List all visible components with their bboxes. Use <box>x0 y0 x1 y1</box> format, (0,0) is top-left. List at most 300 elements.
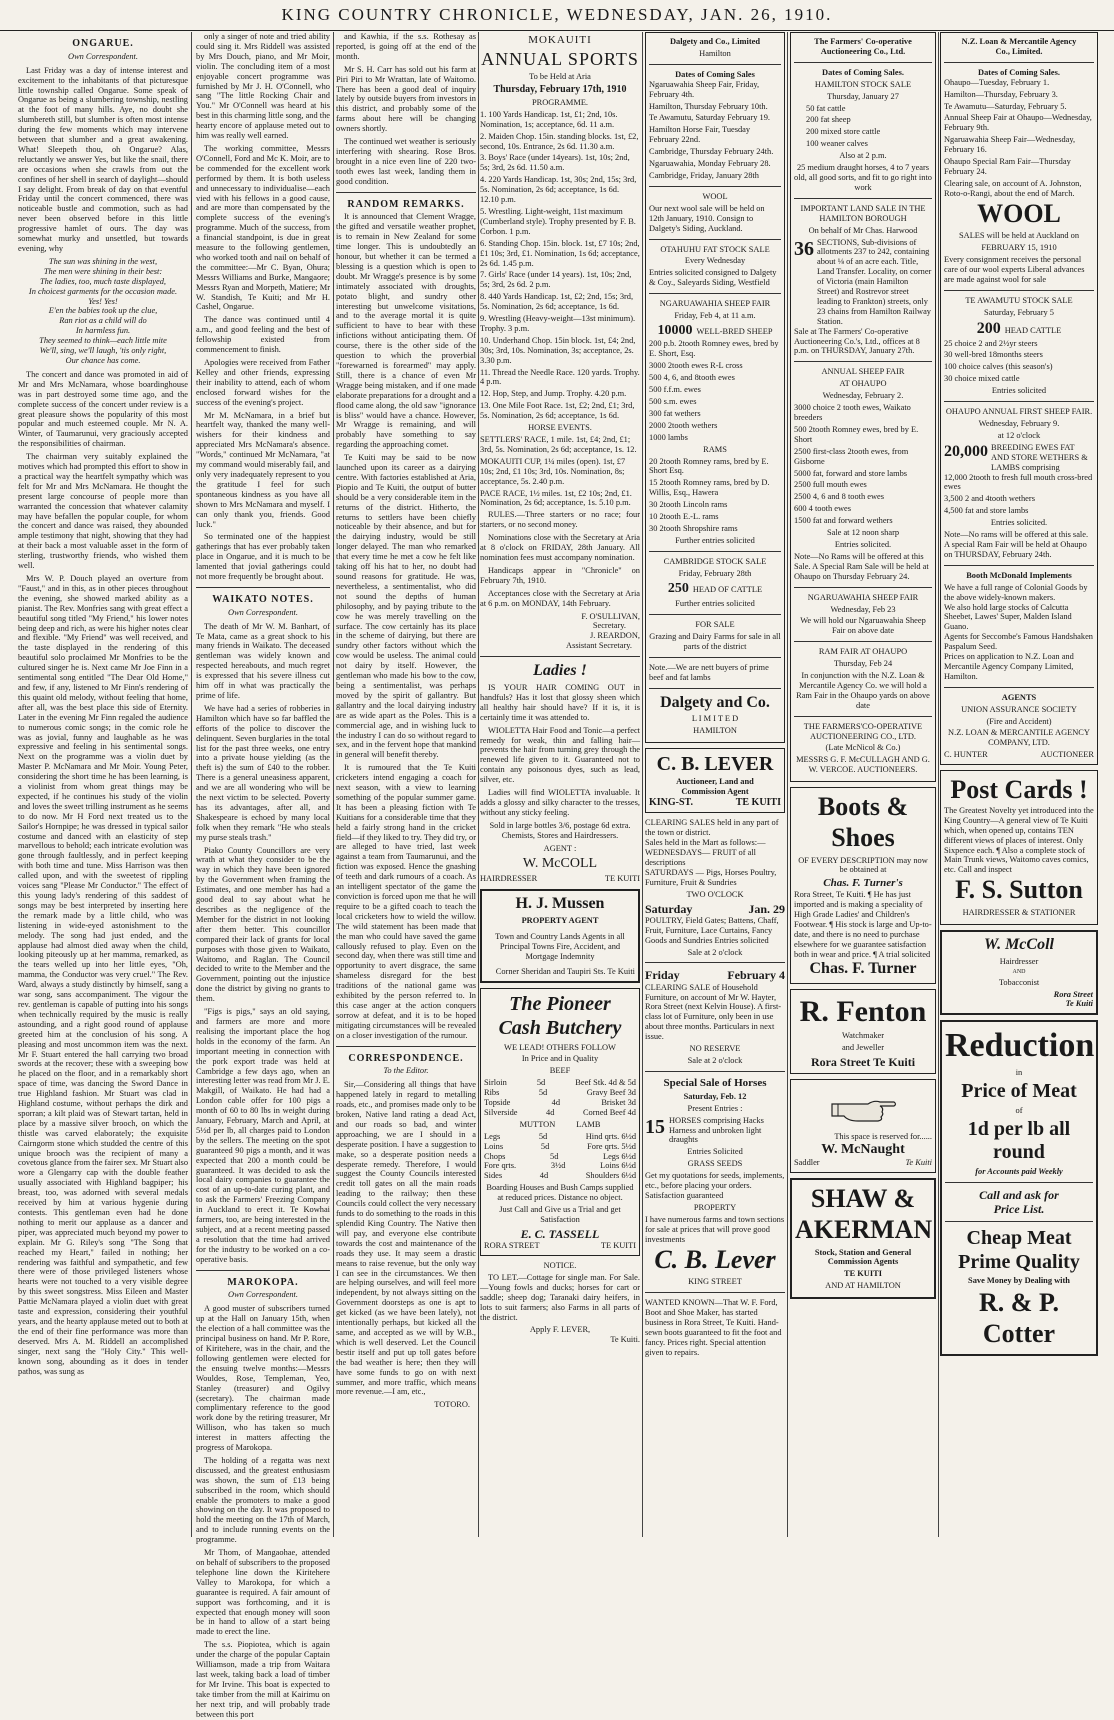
turner-name: Chas. F. Turner's <box>823 877 903 890</box>
forsale-heading: FOR SALE <box>695 620 735 629</box>
ngaru-heading: NGARUAWAHIA SHEEP FAIR <box>659 299 771 309</box>
ram-date: Thursday, Feb 24 <box>833 659 893 669</box>
friday-date: February 4 <box>727 968 785 983</box>
mccoll-name: W. McColl <box>984 935 1054 953</box>
sale-time: Sale at 2 o'clock <box>687 1055 743 1065</box>
article-paragraph: The chairman very suitably explained the motives which had prompted this effort to show in a practical way the heartfelt sympathy which was felt for Mr and Mrs McNamara. He thought the present large concourse of people more than warranted the concession that whatever calamity may have befallen the popular couple, for whom the concert and dance was raised, they abounded ample testimony that night, showing that they had at their back a most valuable asset in the form of sterling, trustworthy friends, who wished them well. <box>18 452 188 571</box>
price-cell: Loins 6½d <box>600 1161 636 1171</box>
entries-solicited: Entries Solicited <box>687 1147 743 1157</box>
fenton-name: R. Fenton <box>799 994 927 1028</box>
divider <box>336 192 476 193</box>
divider <box>944 290 1094 291</box>
divider <box>944 62 1094 63</box>
ladies-heading: Ladies ! <box>533 662 587 680</box>
column-rule <box>191 32 192 1537</box>
stock-item: 3,500 2 and 4tooth wethers <box>944 494 1035 504</box>
divider <box>645 1292 785 1293</box>
entries-solicited: Entries solicited. <box>990 518 1048 528</box>
assistant-secretary-name: J. REARDON, <box>589 631 640 641</box>
wool-heading: WOOL <box>702 191 728 201</box>
agent-label: AGENT : <box>543 843 577 853</box>
mussen-sub: PROPERTY AGENT <box>521 915 599 925</box>
mussen-name: H. J. Mussen <box>515 894 605 912</box>
lever-town: TE KUITI <box>735 796 781 808</box>
saddler-line <box>794 1158 932 1168</box>
price-row <box>484 1132 636 1142</box>
pointing-hand-icon <box>828 1090 898 1126</box>
lever-sub2: Commission Agent <box>681 786 749 796</box>
sale-item: Hamilton—Thursday, February 3. <box>944 89 1058 99</box>
ram-item: 10 2tooth E.-L. rams <box>649 512 719 522</box>
article-paragraph: A good muster of subscribers turned up at the Hall on January 15th, when the election of a hall committee was the principal business on hand. Mr P. Rore, of Kiritehere, was in the chair, and the following gentlemen were elected for the ensuing twelve months:—Messrs Wouldes, Rose, Templeman, Yeo, Stanley (treasurer) and Ogilvy (secretary). The chairman made complimentary reference to the good work done by the retiring treasurer, Mr Willison, who has taken so much interest in matters affecting the progress of Marokopa. <box>196 1304 330 1453</box>
shaw-town2: AND AT HAMILTON <box>825 1281 901 1291</box>
divider <box>944 687 1094 688</box>
sale-item: Cambridge, Friday, January 28th <box>649 170 759 180</box>
fenton-address: Rora Street Te Kuiti <box>810 1054 916 1069</box>
lever-address <box>649 797 781 809</box>
article-paragraph: It is announced that Clement Wragge, the gifted and versatile weather prophet, is to remain in New Zealand for some time longer. This is undoubtedly an honour, but whether it can be termed a blessing is a question which is open to doubt. Mr Wragge's presence is by some intimately associated with droughts, potato blight, and sundry other interesting but unwelcome visitations, and to the average mortal it is quite sufficient to have to bear with these infictions without anticipating them. Of course, there is the other side of the question to which the proverbial "forewarned is forearmed" may apply. Still, there is a chance of even Mr Wragge being mistaken, and if one made elaborate preparations for a drought and a flood came along, the old saw "ignorance is bliss" would have a chance. However, Mr Wragge is remaining, and will probably have something to say regarding the approaching comet. <box>336 212 476 450</box>
farmers-company: THE FARMERS'CO-OPERATIVE AUCTIONEERING CO., LTD. <box>803 721 923 741</box>
messrs-label: MESSRS G. F. McCULLAGH AND G. W. VERCOE. AUCTIONEERS. <box>796 755 930 775</box>
sheep-count: 10000 <box>657 322 693 338</box>
pioneer-text2: Just Call and Give us a Trial and get Satisfaction <box>499 1205 621 1225</box>
article-paragraph: only a singer of note and tried ability could sing it. Mrs Riddell was assisted by Mrs Douch, piano, and Mr Moir, violin. The concluding item of a most enjoyable concert programme was furnished by Mr J. H. O'Connell, who sang "The little Rocking Chair and You." Mr O'Connell was heard at his best in this charming little song, and the hearty encore of applause meted out to him was really well earned. <box>196 32 330 141</box>
of-label: of <box>1015 1105 1023 1115</box>
ohaupo-list <box>944 473 1094 517</box>
farmers-title: The Farmers' Co-operative <box>814 37 912 46</box>
stock-item: 600 4 tooth ewes <box>794 504 851 514</box>
lever-ad <box>645 748 785 813</box>
section-heading: CORRESPONDENCE. <box>348 1052 464 1064</box>
divider <box>645 1071 785 1072</box>
event-item: 2. Maiden Chop. 15in. standing blocks. 1st, £2, second, 10s. Entrance, 2s 6d. 11.30 a.m. <box>480 131 639 151</box>
horses-heading: Special Sale of Horses <box>663 1076 767 1089</box>
price-row <box>484 1152 636 1162</box>
sheep-item: 3000 2tooth ewes R-L cross <box>649 361 743 371</box>
event-item: 7. Girls' Race (under 14 years). 1st, 10s; 2nd, 5s; 3rd, 2s 6d. 2 p.m. <box>480 270 632 290</box>
lever-name-2: C. B. Lever <box>654 1244 776 1274</box>
divider <box>196 587 330 588</box>
article-paragraph: The holding of a regatta was next discussed, and the greatest enthusiasm was shown, the sum of £13 being subscribed in the room, which should enable the promoters to make a good showing on the day. It was proposed to hold the meeting on the 17th of March, and to include running events on the programme. <box>196 1455 330 1545</box>
tea-date: Saturday, February 5 <box>984 307 1054 317</box>
notice-text: TO LET.—Cottage for single man. For Sale.—Young fowls and ducks; horses for cart or saddle; sheep dog; Taranaki dairy heifers, in lots to suit farmers; also Farms in all parts of the district. <box>480 1272 640 1322</box>
column-five <box>645 32 785 1537</box>
grass-heading: GRASS SEEDS <box>687 1159 743 1169</box>
price-row <box>484 1171 636 1181</box>
divider <box>794 587 932 588</box>
event-item: 3. Boys' Race (under 14years). 1st, 10s; 2nd, 5s; 3rd, 2s 6d. 11.50 a.m. <box>480 153 630 173</box>
article-paragraph: The continued wet weather is seriously interfering with shearing. Rose Bros. brought in a nice even line of 220 two-tooth ewes last week, landing them in good condition. <box>336 137 476 186</box>
lever-text2: Sales held in the Mart as follows:— <box>645 838 766 848</box>
byline: Own Correspondent. <box>228 607 298 617</box>
saddler-town: Te Kuiti <box>905 1158 932 1168</box>
section-heading: WAIKATO NOTES. <box>212 593 314 605</box>
price-cell: 5d <box>550 1151 559 1161</box>
programme-heading: PROGRAMME. <box>531 97 589 107</box>
two-oclock: TWO O'CLOCK <box>686 889 744 899</box>
wanted-text: WANTED KNOWN—That W. F. Ford, Boot and Shoe Maker, has started business in Rora Street, Te Kuiti. Hand-sewn boots guaranteed to fit the foot and fancy. Prices right. Special attention given to repairs. <box>645 1298 782 1357</box>
price-cell: 5d <box>540 1141 550 1151</box>
pioneer-text: Boarding Houses and Bush Camps supplied at reduced prices. Distance no object. <box>486 1183 634 1203</box>
secretary-name: F. O'SULLIVAN, <box>581 611 640 621</box>
sale-item: Ngaruawahia, Monday February 28. <box>649 159 771 169</box>
ohaupo-time: at 12 o'clock <box>997 430 1041 440</box>
prime-quality: Prime Quality <box>958 1250 1080 1273</box>
otahuhu-text: Entries solicited consigned to Dalgety & Coy., Saleyards Siding, Westfield <box>649 268 777 288</box>
hunter-line <box>944 750 1094 760</box>
price-cell: 4d <box>539 1171 549 1181</box>
property-text: I have numerous farms and town sections for sale at prices that will prove good investments <box>645 1214 785 1244</box>
sutton-name: F. S. Sutton <box>955 875 1083 905</box>
divider <box>649 186 781 187</box>
divider <box>649 551 781 552</box>
divider <box>649 293 781 294</box>
price-cell: Gravy Beef 3d <box>586 1088 636 1098</box>
cambridge-date: Friday, February 28th <box>678 568 752 578</box>
booth-text2: We also hold large stocks of Calcutta Sheebet, Lawes' Super, Malden Island Guano. <box>944 602 1072 632</box>
call-ask: Call and ask for <box>979 1187 1059 1202</box>
nzloan-ad <box>940 32 1098 765</box>
ohaupo-date: Wednesday, February 9. <box>978 419 1060 429</box>
event-item: 13. One Mile Foot Race. 1st, £2; 2nd, £1; 3rd, 5s. Nomination, 2s 6d; acceptance, 1s 6d. <box>480 401 635 421</box>
price-cell: 4d <box>551 1098 561 1108</box>
forsale-text: Grazing and Dairy Farms for sale in all parts of the district <box>649 631 781 651</box>
divider <box>945 1221 1093 1222</box>
clearing-text: Clearing sale, on account of A. Johnston, Roto-o-Rangi, about the end of March. <box>944 178 1082 198</box>
stock-item: 2500 first-class 2tooth ewes, from Gisborne <box>794 446 909 466</box>
dates-heading: Dates of Coming Sales. <box>822 67 904 77</box>
price-row <box>484 1142 636 1152</box>
stock-item: 500 2tooth Romney ewes, bred by E. Short <box>794 424 919 444</box>
ad-paragraph: IS YOUR HAIR COMING OUT in handfuls? Has it lost that glossy sheen which all healthy hair should have? If it is, it is certainly time it was attended to. <box>480 683 640 722</box>
stock-item: 12,000 2tooth to fresh full mouth cross-bred ewes <box>944 472 1093 492</box>
assistant-secretary-title: Assistant Secretary. <box>566 641 632 651</box>
event-item: 9. Wrestling (Heavy-weight—13st minimum). Trophy. 3 p.m. <box>480 314 636 333</box>
pioneer-tagline2: In Price and in Quality <box>521 1054 599 1064</box>
in-label: in <box>1015 1068 1023 1078</box>
union-sub: (Fire and Accident) <box>986 716 1052 726</box>
letter-paragraph: Sir,—Considering all things that have happened lately in regard to metalling roads, etc., and promises made only to be broken, Native land rating a dead Act, and our roads so bad, and winter approaching, we are I should in a desperate position. I have a suggestion to make, so a desperate position needs a desperate remedy. Therefore, I would suggest the County Councils interested credit toll gates on all the main roads leading to the railway; then these Councils could collect the very necessary funds to do something to the roads in this splendid King Country. The Native then will pay, and everyone else contribute towards the cost and maintenance of the roads they use. It may seem a drastic means to raise revenue, but the only way I can see in the circumstances. We then are helping ourselves, and will feel more independent, by not always sitting on the Government doorsteps as one is apt to get kicked (as we have been lately), not intentionally perhaps, but kicked all the same, and accepted as we will by W.B., which is well deserved. Let the Council bestir itself and put up toll gates before the bad weather is here; then they will have some funds to go on with next summer, and more traffic, which means more revenue.—I am, etc., <box>336 1080 476 1397</box>
ram-item: 15 2tooth Romney rams, bred by D. Willis, Esq., Hawera <box>649 478 770 498</box>
shaw-sub: Stock, Station and General Commission Agents <box>814 1247 912 1267</box>
ad-paragraph: WIOLETTA Hair Food and Tonic—a perfect remedy for weak, thin and falling hair—prevents the hair from turning grey through the renewed life given to it. Guaranteed not to contain any poisonous dyes, such as lead, silver, etc. <box>480 725 640 785</box>
wool-heading: WOOL <box>977 198 1061 228</box>
entries-solicited: Entries solicited <box>991 386 1047 396</box>
notice-town: Te Kuiti. <box>610 1335 640 1345</box>
boots-ad <box>790 787 936 983</box>
article-paragraph: The death of Mr W. M. Banhart, of Te Mata, came as a great shock to his many friends in Waikato. The deceased gentleman was widely known and respected hereabouts, and much regret is expressed that his severe illness cut him off in what was practically the prime of life. <box>196 621 330 700</box>
article-paragraph: The s.s. Piopiotea, which is again under the charge of the popular Captain Williamson, made a trip from Waitara last week, taking back a load of timber for Mr Irvine. This boat is expected to take timber from the mill at Kairimu on her next trip, and will probably trade between this port <box>196 1640 330 1719</box>
saturday-label: Saturday <box>645 901 693 916</box>
akerman-name: AKERMAN <box>795 1214 933 1244</box>
article-paragraph: Mr Thom, of Mangaohae, attended on behalf of subscribers to the proposed telephone line down the Kiritehere Valley to Marokopa, for which a guarantee is required. A fair amount of support was forthcoming, and it is expected that enough money will soon be in hand to allow of a start being made to erect the line. <box>196 1548 330 1637</box>
agent-town: TE KUITI <box>604 874 640 884</box>
mcnaught-ad <box>790 1079 936 1173</box>
article-paragraph: The working committee, Messrs O'Connell, Ford and Mc K. Moir, are to be commended for the excellent work performed by them. It is both useless and unnecessary to individualise—each vied with his fellows in a good cause, and are more than compensated by the complete success of the evening's programme. Much of the success, from a financial standpoint, is due in great measure to the following gentlemen, who worked tooth and nail on behalf of the committee:—Mr C. Byan, Ohura; Messrs Williams and Burke, Mangaore; Messrs Ryan and Morpeth, Matiere; Mr W. Standish, Te Kuiti; and Mr H. Cashel, Ongarue. <box>196 143 330 312</box>
cattle-line <box>649 581 781 598</box>
sheep-label: WELL-BRED SHEEP <box>696 326 773 336</box>
price-row <box>484 1078 636 1088</box>
farmers-title2: Auctioneering Co., Ltd. <box>820 46 906 56</box>
stock-item: 30 well-bred 18months steers <box>944 350 1043 360</box>
auctioneer-label: AUCTIONEER <box>1040 750 1094 760</box>
byline: Own Correspondent. <box>228 1290 298 1300</box>
agent-name: W. McCOLL <box>522 855 598 871</box>
price-row <box>484 1088 636 1098</box>
column-rule <box>938 32 939 1537</box>
divider <box>649 688 781 689</box>
price-cell: 3½d <box>550 1161 566 1171</box>
horse-event-item: MOKAUITI CUP, 1¼ miles (open). 1st, £7 10s; 2nd, £1 10s; 3rd, 10s. Nomination, 8s; acceptance, 5s. 2.40 p.m. <box>480 456 626 486</box>
divider <box>480 656 640 657</box>
limited-label: L I M I T E D <box>691 714 739 724</box>
column-seven <box>940 32 1098 1537</box>
farmers-ad <box>790 32 936 782</box>
column-rule <box>787 32 788 1537</box>
agent-trade: HAIRDRESSER <box>480 874 538 884</box>
fenton-sub: Watchmaker <box>841 1030 885 1040</box>
ngaru-date: Wednesday, Feb 23 <box>830 604 896 614</box>
also-label: Also at 2 p.m. <box>839 151 887 161</box>
sale-item: Te Awamutu—Saturday, February 5. <box>944 101 1067 111</box>
noon-sharp: Sale at 12 noon sharp <box>826 528 900 538</box>
horse-event-item: SETTLERS' RACE, 1 mile. 1st, £4; 2nd, £1; 3rd, 5s. Nomination, 2s 6d; acceptance, 1s. 12. <box>480 435 637 454</box>
note-text: Note—No Rams will be offered at this Sale. A Special Ram Sale will be held at Ohaupo on Thursday February 24. <box>794 551 929 581</box>
price-cell: Hind qrts. 6½d <box>585 1131 636 1141</box>
section-heading: MAROKOPA. <box>227 1276 299 1288</box>
rams-list <box>649 457 781 534</box>
boots-title: Boots & Shoes <box>817 792 909 852</box>
sale-item: Ngaruawahia Sheep Fair, Friday, February 4th. <box>649 79 760 99</box>
divider <box>649 614 781 615</box>
pioneer-tagline: WE LEAD! OTHERS FOLLOW <box>504 1042 616 1052</box>
lever-street: KING-ST. <box>649 796 693 808</box>
event-item: 6. Standing Chop. 15in. block. 1st, £7 10s; 2nd, £1 10s; 3rd, £1. Nomination, 1s 6d; acceptance, 2s 6d. 1.45 p.m. <box>480 238 640 268</box>
fenton-sub2: and Jeweller <box>841 1042 885 1052</box>
article-paragraph: The concert and dance was promoted in aid of Mr and Mrs McNamara, whose boardinghouse was in part destroyed some time ago, and the complete success of the concert under review is a great pleasure shows the popularity of this most popular and much esteemed couple. Mr N. A. Winter, of Taumarunui, very graciously accepted the responsibilities of chairman. <box>18 369 188 449</box>
mussen-text: Town and Country Lands Agents in all Principal Towns Fire, Accident, and Mortgage Indemnity <box>495 931 625 961</box>
boots-text2: Rora Street, Te Kuiti. ¶ He has just imported and is making a speciality of High Grade Ladies' and Children's Footwear. ¶ His stock is large and Up-to-date, and there is no need to purchase elsewhere for we guarantee satisfaction both in wear and price. ¶ A trial solicited <box>794 890 932 959</box>
friday-line <box>645 968 785 982</box>
article-paragraph: It is rumoured that the Te Kuiti cricketers intend engaging a coach for next season, with a view to learning something of the popular summer game. It has been a pleasing fiction with Te Kuitians for a considerable time that they held a fairly strong hand in the cricket field—if they liked to try. They did try, or are alleged to have tried, last week against a team from Taumarunui, and the fiction was exposed. Hence the gnashing of teeth and dark rumours of a coach. As an intelligent spectator of the game the conviction is forced upon me that he will require to be a gifted coach to teach the local cricketers how to wield the willow. The wild statement has been made that the man who could have saved the game callously refused to play. Even on the second day, when there was still time and opportunity to avert disgrace, the same shameless disregard for the best traditions of the national game was exhibited by the person referred to. In this case anger at the action conquers sorrow at defeat, and it is to be hoped mitigating circumstances will be revealed on a closer investigation of the rumour. <box>336 763 476 1040</box>
mccoll-ad <box>940 930 1098 1016</box>
price-list: Price List. <box>993 1202 1045 1217</box>
friday-label: Friday <box>645 968 680 983</box>
land-line <box>794 238 932 327</box>
sheep-item: 1000 lambs <box>649 432 688 442</box>
divider <box>944 565 1094 566</box>
dalgety-town: Hamilton <box>699 48 731 58</box>
event-item: 12. Hop, Step, and Jump. Trophy. 4.20 p.m. <box>480 389 627 399</box>
sports-venue: To be Held at Aria <box>529 72 591 82</box>
secretary-title: Secretary. <box>592 621 626 631</box>
saturday-text: POULTRY, Field Gates; Battens, Chaff, Fruit, Furniture, Lace Curtains, Fancy Goods and Sundries Entries solicited <box>645 915 779 945</box>
note-text: Note—No rams will be offered at this sale. A special Ram Fair will be held at Ohaupo on THURSDAY, February 24th. <box>944 530 1089 559</box>
accounts-weekly: for Accounts paid Weekly <box>975 1167 1063 1177</box>
shaw-town: TE KUITI <box>844 1269 882 1279</box>
cotter-name: R. & P. Cotter <box>979 1288 1059 1349</box>
agents-heading: AGENTS <box>1001 692 1037 702</box>
lever-text4: SATURDAYS — Pigs, Horses Poultry, Furniture, Fruit & Sundries <box>645 867 777 887</box>
column-four <box>480 32 640 1537</box>
price-cell: Ribs <box>484 1088 500 1098</box>
stock-item: 200 mixed store cattle <box>806 127 881 137</box>
price-cell: 4d <box>546 1107 555 1117</box>
no-reserve: NO RESERVE <box>689 1044 741 1054</box>
divider <box>196 1270 330 1271</box>
tassell-street: RORA STREET <box>484 1241 540 1251</box>
ram-item: 30 2tooth Lincoln rams <box>649 500 728 510</box>
price-cell: Loins <box>484 1141 504 1151</box>
event-item: 10. Underhand Chop. 15in block. 1st, £4; 2nd, 30s; 3rd, 10s. Nomination, 3s; acceptance, 2s. 3.30 p.m. <box>480 335 636 365</box>
column-ongarue <box>18 32 188 1537</box>
nzloan-title2: Co., Limited. <box>995 46 1043 56</box>
divider <box>794 62 932 63</box>
price-cell: Sides <box>484 1171 503 1181</box>
annual-date: Wednesday, February 2. <box>822 391 904 401</box>
column-two <box>196 32 330 1719</box>
notice-paragraph: Nominations close with the Secretary at Aria at 8 o'clock on FRIDAY, 28th January. All nomination fees must accompany nomination. <box>480 533 640 562</box>
mccoll-sub: Hairdresser <box>999 956 1039 966</box>
sheep-item: 500 f.f.m. ewes <box>649 385 701 395</box>
save-money: Save Money by Dealing with <box>968 1276 1070 1286</box>
ohaupo-label: BREEDING EWES FAT AND STORE WETHERS & LAMBS comprising <box>991 442 1088 472</box>
sale-item: Annual Sheep Fair at Ohaupo—Wednesday, February 9th. <box>944 113 1092 133</box>
notice-heading: NOTICE. <box>543 1260 577 1270</box>
price-row <box>484 1098 636 1108</box>
ohaupo-line <box>944 443 1094 473</box>
penny-per-lb: 1d per lb all round <box>967 1117 1071 1164</box>
rules-text: RULES.—Three starters or no race; four starters, or no second money. <box>480 510 640 530</box>
ad-paragraph: Sold in large bottles 3/6, postage 6d extra. Chemists, Stores and Hairdressers. <box>489 820 631 840</box>
event-item: 1. 100 Yards Handicap. 1st, £1; 2nd, 10s. Nomination, 1s; acceptance, 6d. 11 a.m. <box>480 109 618 129</box>
ram-text: In conjunction with the N.Z. Loan & Mercantile Agency Co. we will hold a Ram Fair in the Ohaupo yards on above date <box>796 671 930 710</box>
article-paragraph: We have had a series of robberies in Hamilton which have so far baffled the efforts of the police to discover the delinquent. Seven burglaries in the total list for the past three weeks, one entry into a private house yielding (as the theft is) the sum of £40 to the robber. There is a general uneasiness apparent, and we are all wondering who will be the next victim to be selected. Poverty has its advantages, after all, and Shakespeare is echoed by many local folk when they remark "He who steals my purse steals trash." <box>196 703 330 842</box>
price-cell: Topside <box>484 1098 511 1108</box>
price-cell: Fore qrts. <box>484 1161 517 1171</box>
sales-list <box>944 78 1094 177</box>
divider <box>944 401 1094 402</box>
postcard-text: The Greatest Novelty yet introduced into the King Country—A general view of Te Kuiti which, when opened up, contains TEN different views of places of interest. Only Sixpence each. ¶ Also a complete stock of Main Trunk views, Waitomo caves comics, etc. Call and inspect <box>944 805 1094 875</box>
cattle-label: HEAD OF CATTLE <box>692 584 763 594</box>
divider <box>794 361 932 362</box>
price-cell: Chops <box>484 1151 506 1161</box>
tea-count: 200 <box>976 319 1001 337</box>
price-cell: 5d <box>538 1088 548 1098</box>
ram-item: 30 2tooth Shropshire rams <box>649 523 738 533</box>
divider <box>336 1046 476 1047</box>
sheep-item: 200 p.b. 2tooth Romney ewes, bred by E. Short, Esq. <box>649 339 779 359</box>
stock-item: 4,500 fat and store lambs <box>944 506 1029 516</box>
property-heading: PROPERTY <box>693 1202 737 1212</box>
stock-item: 30 choice mixed cattle <box>944 374 1020 384</box>
sale-item: Hamilton, Thursday February 10th. <box>649 101 768 111</box>
mcnaught-name: W. McNaught <box>821 1141 905 1157</box>
poem: The sun was shining in the west, The men were shining in their best: The ladies, too, much taste displayed, In choicest garments for the occasion made. Yes! Yes! E'en the babies took up the clue, Ran riot as a child will do In harmless fun. They seemed to think—each little mite We'll, sing, we'll laugh, 'tis only right, Our chance has come. <box>28 256 178 365</box>
tassell-line <box>484 1241 636 1251</box>
sheep-item: 300 fat wethers <box>649 408 701 418</box>
annual-heading2: AT OHAUPO <box>839 379 887 389</box>
dates-heading: Dates of Coming Sales <box>675 69 755 79</box>
price-cell: 5d <box>538 1131 548 1141</box>
rora-street: Rora Street <box>1053 989 1093 999</box>
ram-item: 20 2tooth Romney rams, bred by E. Short Esq. <box>649 456 769 476</box>
saturday-date: Jan. 29 <box>748 901 785 916</box>
pioneer-title2: Cash Butchery <box>498 1016 622 1039</box>
beef-heading: BEEF <box>549 1066 571 1076</box>
divider <box>945 1182 1093 1183</box>
beef-prices <box>484 1078 636 1118</box>
lever-text3: WEDNESDAYS— FRUIT of all descriptions <box>645 848 756 868</box>
wool-text: SALES will be held at Auckland on <box>958 231 1080 241</box>
sale-time: Sale at 2 o'clock <box>687 947 743 957</box>
land-count: 36 <box>794 237 814 260</box>
land-heading: IMPORTANT LAND SALE IN THE HAMILTON BOROUGH <box>800 203 926 223</box>
boots-text: OF EVERY DESCRIPTION may now be obtained at <box>798 855 928 875</box>
turner-name-2: Chas. F. Turner <box>809 959 917 977</box>
column-rule <box>478 32 479 1537</box>
horse-event-list <box>480 435 640 508</box>
price-cell: Brisket 3d <box>601 1098 636 1108</box>
article-paragraph: Mrs W. P. Douch played an overture from "Faust," and in this, as in other pieces throughout the evening, she showed marked ability as a pianist. The Rev. Monfries sang with great effect a beautiful song titled "My Friend," his lower notes being deep and rich, as were his higher notes clear and flexible. "My Friend" was well received, and the taste displayed in the rendering of this beautiful solo proclaimed Mr Monfries to be the cultured singer he is. Next came Mr Joe Finn in a sentimental song entitled "The Dear Old Home," and few, if any, listened to Mr Finn's rendering of this quaint old melody, without feeling that home, after all, was the best place this side of Eternity. Later in the evening Mr Finn regaled the audience to numerous comic songs; in the comic role he was as jovial, funny and laughable as he was expressive and feeling in his sentimental songs. Next on the programme was a violin duet by Master P. McNamara and Mr Moir. Young Peter, considering the short time he has been learning, is a violinist from whom great things may be expected, if he continues his study of the violin and loves the sweet trilling instrument as he seems to do now. Mr H Ford next treated us to the Sailor's Hornpipe; he was dressed in typical sailor costume and danced with an elasticity of step marvellous to behold; each intricate evolution was gone through faultlessly, and in perfect keeping with both time and tune. Miss Harrison was then called upon, and with the sweetest of rippling voices sang "Please Mr Conductor." The effect of this young lady's rendering of this saddest of songs may be best interpreted by inserting here the remark made by a little child, who was listening in wide-eyed astonishment to the melody. The song had just ended, and the applause had almost died away when the child, looking piteously up at her mamma, remarked, as the tears welled up into her little eyes, "Oh, mamma, the Conductor was very cruel." The Rev. Ward, always a study distinctly by himself, sang a war song, sans accompaniment. The vigour the rev. gentleman is capable of putting into his songs when technically required by the music is really astounding, and a right good round of applause greeted him at the conclusion of his song. A pleasing and most uncommon item was the next. Mr F. Stuart entered the hall carrying two broad swords at the recover; these with a sweeping bow he placed on the floor, and in a remarkably short space of time, was dancing the Sword Dance in true Highland fashion. Mr Stuart was clad in Highland costume, without perhaps the dirk and sporran; a kilt plaid was of Stewart tartan, held in place by a massive silver brooch, on which the thistle was carved elaborately; the exquisite Cairngorm stone which studded the centre of this unique brooch was the recipient of many a covetous glance from the fairer sex. Mr Stuart also wore a Glengarry cap with the double feather usually associated with Highland bagpiper; his breast, too, was adorned with several medals received by him at various hygenie during contests. This gentleman even had he done nothing to merit our applause as a dancer and piper, was appreciated much beyond my power to explain. Mr G. Riley's song "The Song that reached my Heart," failed in nothing; her rendering was faithful and sympathetic, and few there were of those privileged listeners whose hearts were not touched to a very visible degree by this sweet songstress. Miss Eileen and Master Pattie McNamara played a violin duet with great taste and expression, considering their youthful years, and the hearty applause meted out to both at the end of their fine performance was more than deserved. Mrs A. M. Riddell an accomplished singer, next sang the "Holy City." This well-known song, abounding as it does in tender pathos, was sung as <box>18 574 189 1376</box>
stock-item: 25 choice 2 and 2½yr steers <box>944 338 1038 348</box>
union-label: UNION ASSURANCE SOCIETY <box>961 704 1077 714</box>
byline: To the Editor. <box>383 1066 429 1076</box>
divider <box>649 64 781 65</box>
notice-paragraph: Acceptances close with the Secretary at Aria at 6 p.m. on MONDAY, 14th February. <box>480 588 640 608</box>
article-paragraph: Mr S. H. Carr has sold out his farm at Piri Piri to Mr Wrattan, late of Waitomo. There has been a good deal of inquiry lately by outside buyers from investors in this district, and probably some of the farms about here will be changing owners shortly. <box>336 64 476 134</box>
divider <box>645 962 785 963</box>
tobacco-label: Tobacconist <box>998 977 1040 987</box>
price-cell: Silverside <box>484 1107 518 1117</box>
sales-list <box>649 80 781 181</box>
saturday-line <box>645 902 785 916</box>
horse-heading: HORSE EVENTS. <box>528 423 592 433</box>
sale-item: Te Awamutu, Saturday February 19. <box>649 113 770 123</box>
wool-text: Our next wool sale will be held on 12th January, 1910. Consign to Dalgety's Siding, Auckland. <box>649 203 765 233</box>
tea-list <box>944 339 1094 385</box>
sale-item: Cambridge, Thursday February 24th. <box>649 147 774 157</box>
lever-name: C. B. LEVER <box>656 753 774 776</box>
price-cell: Sirloin <box>484 1078 507 1088</box>
price-cell: Beef Stk. 4d & 5d <box>575 1078 636 1088</box>
divider <box>794 641 932 642</box>
rams-heading: RAMS <box>703 444 727 454</box>
dalgety-name: Dalgety and Co. <box>660 693 770 711</box>
article-paragraph: and Kawhia, if the s.s. Rothesay as reported, is going off at the end of the month. <box>336 32 476 61</box>
article-paragraph: So terminated one of the happiest gatherings that has ever probably taken place in Ongarue, and it is much to be lamented that jovial gatherings could not more frequently be brought about. <box>196 532 330 582</box>
cambridge-heading: CAMBRIDGE STOCK SALE <box>663 556 767 566</box>
ngaru-text: We will hold our Ngaruawahia Sheep Fair on above date <box>800 616 926 636</box>
mussen-ad <box>480 889 640 983</box>
mutton-prices <box>484 1132 636 1182</box>
ohaupo-heading: OHAUPO ANNUAL FIRST SHEEP FAIR. <box>945 407 1093 417</box>
booth-text4: Prices on application to N.Z. Loan and Mercantile Agency Company Limited, Hamilton. <box>944 652 1074 681</box>
sports-date: Thursday, February 17th, 1910 <box>493 84 627 96</box>
wool-text2: Every consignment receives the personal care of our wool experts Liberal advances are made against wool for sale <box>944 255 1085 284</box>
ad-paragraph: Ladies will find WIOLETTA invaluable. It adds a glossy and silky character to the tresses, without any sticky feeling. <box>480 788 640 817</box>
tassell-town: TE KUITI <box>600 1241 636 1251</box>
horses-date: Saturday, Feb. 12 <box>683 1091 747 1101</box>
also-text: 25 medium draught horses, 4 to 7 years old, all good sorts, and fit to go right into work <box>794 163 932 192</box>
article-paragraph: Te Kuiti may be said to be now launched upon its career as a dairying centre. With factories established at Aria, Piopio and Te Kuiti, the output of butter should be a very considerable item in the returns of the district. Hitherto, the returns to settlers have been chiefly noticeable by their absence, and but for the dairying industry, would be still longer delayed. The man who remarked that every time he met a cow he felt like taking off his hat to her, no doubt had sound reasons for gratitude. He was, nevertheless, a sentimentalist, who did not sound the depths of human philosophy, and by paying tribute to the cow he was merely travelling on the surface. The cow certainly has its place in the scheme of dairying, but there are sundry other factors without which the cow would be useless. The animal could not dairy by itself. However, the gentleman who made his bow to the cow, being a sentimentalist, was perhaps moved by the spirit of gallantry. But gallantry and the local dairying industry are as wide apart as the Poles. This is a commercial age, and in wishing luck to the industry I can do so without regard to sex, and in the fervent hope that mankind in general will benefit thereby. <box>336 453 476 760</box>
agent-line <box>480 874 640 884</box>
mutton-heading: MUTTON LAMB <box>519 1119 601 1129</box>
ngaru-heading: NGARUAWAHIA SHEEP FAIR <box>807 592 919 602</box>
land-text: SECTIONS, Sub-divisions of allotments 237 to 242, containing about ⅛ of an acre each. Title, Land Transfer. Locality, on corner of Victoria (main Hamilton Street) and Rostrevor street leading to Frankton) streets, only 23 chains from Hamilton Railway Station. <box>817 237 932 326</box>
note-text: Note.—We are nett buyers of prime beef and fat lambs <box>649 662 769 682</box>
price-of-meat: Price of Meat <box>961 1080 1077 1103</box>
